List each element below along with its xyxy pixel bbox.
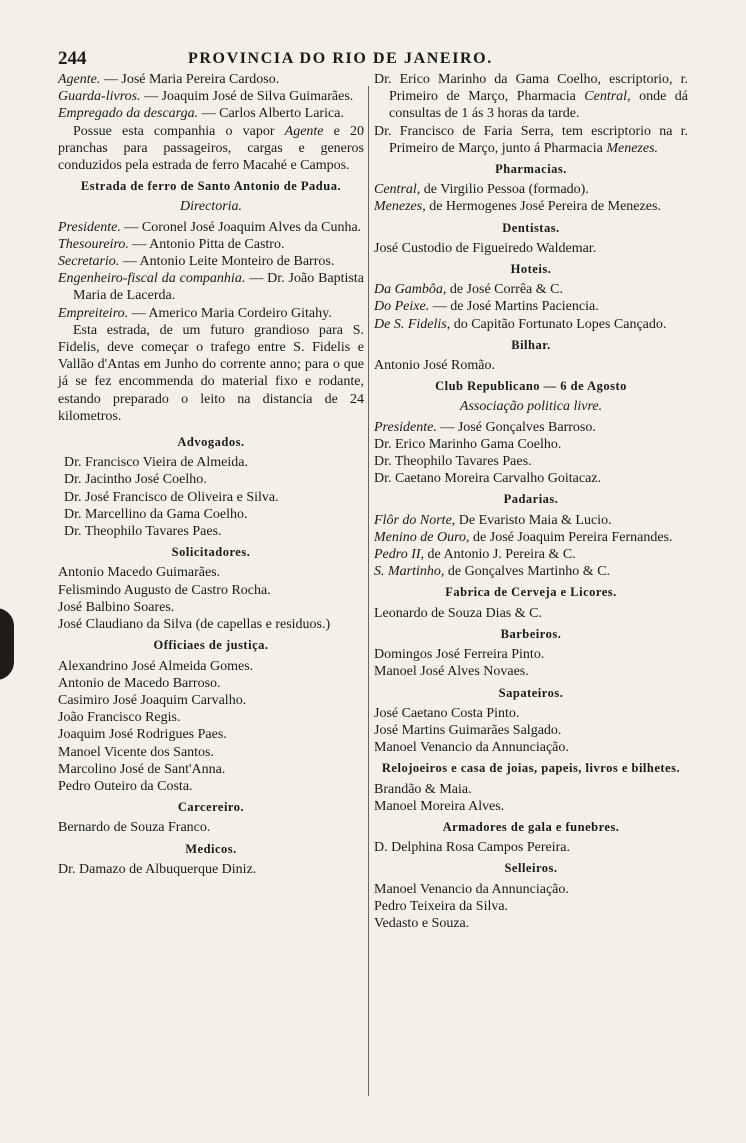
heading-advogados: Advogados. [177,435,245,450]
list-item: Dr. Francisco Vieira de Almeida. [64,455,248,471]
list-item: Dr. José Francisco de Oliveira e Silva. [64,489,279,505]
heading-estrada-padua: Estrada de ferro de Santo Antonio de Padua. [80,179,342,194]
list-item: Dr. Caetano Moreira Carvalho Goitacaz. [374,471,602,487]
list-item: Bernardo de Souza Franco. [58,820,211,836]
entry-medico-erico: Dr. Erico Marinho da Gama Coelho, escriptorio, r. Primeiro de Março, Pharmacia Central, onde dá consultas de 1 ás 3 horas da tarde. [374,72,688,122]
entry-agente: Agente. — José Maria Pereira Cardoso. [58,72,280,87]
vapor-paragraph: Possue esta companhia o vapor Agente e 20 pranchas para passageiros, cargas e generos conduzidos pela estrada de ferro Macahé e Campos. [58,123,364,174]
list-item: José Claudiano da Silva (de capellas e residuos.) [58,617,331,633]
list-item: Leonardo de Souza Dias & C. [374,605,542,621]
running-title: PROVINCIA DO RIO DE JANEIRO. [188,50,493,67]
entry-guarda-livros: Guarda-livros. — Joaquim José de Silva Guimarães. [58,89,354,105]
heading-armadores: Armadores de gala e funebres. [442,819,620,834]
list-item: Antonio de Macedo Barroso. [58,675,221,691]
list-item: Pedro Teixeira da Silva. [374,898,509,914]
entry-pharmacia-menezes: Menezes, de Hermogenes José Pereira de Menezes. [374,199,661,215]
list-item: Manoel Moreira Alves. [374,798,505,814]
list-item: Felismindo Augusto de Castro Rocha. [58,582,271,598]
heading-dentistas: Dentistas. [502,220,560,235]
heading-padarias: Padarias. [503,492,559,507]
list-item: Dr. Jacintho José Coelho. [64,472,207,488]
list-item: Alexandrino José Almeida Gomes. [58,658,254,674]
list-item: Manoel Venancio da Annunciação. [374,740,569,756]
list-item: Marcolino José de Sant'Anna. [58,761,226,777]
list-item: Dr. Theophilo Tavares Paes. [374,454,532,470]
heading-solicitadores: Solicitadores. [171,545,251,560]
list-item: José Balbino Soares. [58,599,175,615]
list-item: Dr. Erico Marinho Gama Coelho. [374,436,562,452]
entry-hotel-gamboa: Da Gambôa, de José Corrêa & C. [374,282,563,298]
heading-club-republicano: Club Republicano — 6 de Agosto [435,379,627,394]
list-item: João Francisco Regis. [58,710,181,726]
entry-padaria-menino: Menino de Ouro, de José Joaquim Pereira Fernandes. [374,529,673,545]
page-edge-mark [0,608,14,680]
left-column [58,71,364,878]
list-item: Joaquim José Rodrigues Paes. [58,727,227,743]
list-item: Antonio José Romão. [374,358,495,374]
right-column [374,71,688,932]
heading-barbeiros: Barbeiros. [500,626,562,641]
heading-medicos: Medicos. [185,841,237,856]
entry-secretario: Secretario. — Antonio Leite Monteiro de Barros. [58,254,335,270]
entry-presidente: Presidente. — Coronel José Joaquim Alves da Cunha. [58,219,362,235]
subheading-directoria: Directoria. [179,199,243,215]
entry-empregado: Empregado da descarga. — Carlos Alberto Larica. [58,106,344,122]
heading-hoteis: Hoteis. [510,262,552,277]
page-number: 244 [58,48,87,69]
list-item: Manoel José Alves Novaes. [374,664,529,680]
entry-padaria-martinho: S. Martinho, de Gonçalves Martinho & C. [374,564,611,580]
list-item: D. Delphina Rosa Campos Pereira. [374,840,570,856]
heading-carcereiro: Carcereiro. [177,800,245,815]
heading-selleiros: Selleiros. [504,861,558,876]
list-item: Antonio Macedo Guimarães. [58,565,221,581]
list-item: Manoel Vicente dos Santos. [58,744,214,760]
list-item: Pedro Outeiro da Costa. [58,778,193,794]
heading-fabrica: Fabrica de Cerveja e Licores. [445,585,617,600]
heading-bilhar: Bilhar. [511,337,551,352]
subheading-associacao: Associação politica livre. [459,399,603,415]
entry-medico-francisco: Dr. Francisco de Faria Serra, tem escriptorio na r. Primeiro de Março, junto á Pharmacia Menezes. [374,123,688,156]
entry-padaria-flor: Flôr do Norte, De Evaristo Maia & Lucio. [374,512,612,528]
list-item: José Custodio de Figueiredo Waldemar. [374,240,597,256]
estrada-paragraph: Esta estrada, de um futuro grandioso para S. Fidelis, deve começar o trafego entre S. Fidelis e Vallão d'Antas em Junho do corrente anno; para o que já se fez encommenda do material fixo e rodante, estando preparado o leito na distancia de 24 kilometros. [58,322,364,424]
list-item: Dr. Damazo de Albuquerque Diniz. [58,861,257,877]
list-item: Domingos José Ferreira Pinto. [374,647,545,663]
list-item: José Caetano Costa Pinto. [374,705,520,721]
entry-hotel-fidelis: De S. Fidelis, do Capitão Fortunato Lopes Cançado. [374,316,667,332]
entry-club-presidente: Presidente. — José Gonçalves Barroso. [374,419,596,435]
list-item: Vedasto e Souza. [374,915,470,931]
entry-pharmacia-central: Central, de Virgilio Pessoa (formado). [374,182,589,198]
heading-pharmacias: Pharmacias. [495,162,567,177]
heading-sapateiros: Sapateiros. [498,685,564,700]
entry-engenheiro: Engenheiro-fiscal da companhia. — Dr. João Baptista Maria de Lacerda. [58,271,364,304]
heading-officiaes: Officiaes de justiça. [153,638,269,653]
list-item: Casimiro José Joaquim Carvalho. [58,692,247,708]
entry-hotel-peixe: Do Peixe. — de José Martins Paciencia. [374,299,599,315]
list-item: Dr. Theophilo Tavares Paes. [64,524,222,540]
list-item: Dr. Marcellino da Gama Coelho. [64,506,248,522]
list-item: Manoel Venancio da Annunciação. [374,881,569,897]
column-divider [368,86,369,1096]
list-item: José Martins Guimarães Salgado. [374,722,562,738]
entry-thesoureiro: Thesoureiro. — Antonio Pitta de Castro. [58,236,285,252]
list-item: Brandão & Maia. [374,781,472,797]
heading-relojoeiros: Relojoeiros e casa de joias, papeis, livros e bilhetes. [381,761,681,776]
entry-empreiteiro: Empreiteiro. — Americo Maria Cordeiro Gitahy. [58,305,332,321]
entry-padaria-pedro: Pedro II, de Antonio J. Pereira & C. [374,547,576,563]
